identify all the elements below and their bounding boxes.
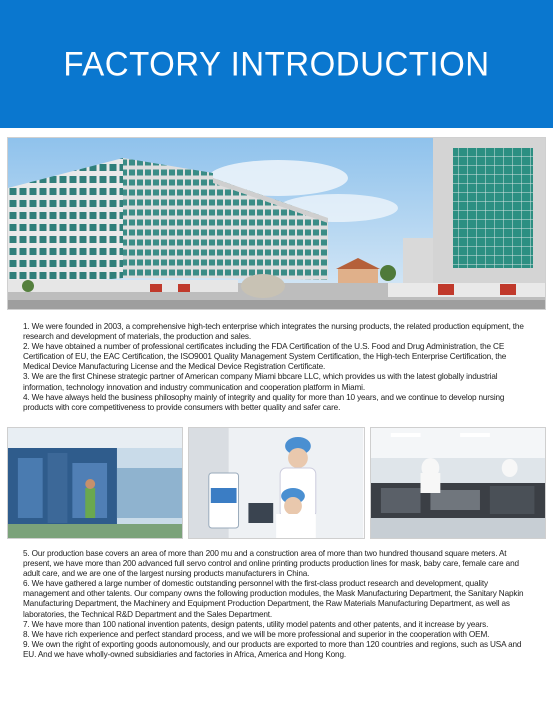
factory-building-photo xyxy=(7,137,546,310)
intro-text-section-2 xyxy=(23,549,533,660)
lab-worker-products-photo xyxy=(188,427,364,539)
intro-text-section-1 xyxy=(23,322,533,413)
photo-row xyxy=(7,427,546,539)
intro-paragraph: 1. We were founded in 2003, a comprehensive high-tech enterprise which integrates the nursing products, the related production equipment, the research and development of materials, the production and sales. xyxy=(23,322,524,342)
intro-paragraph: 9. We own the right of exporting goods autonomously, and our products are exported to more than 120 countries and regions, such as USA and EU. And we have wholly-owned subsidiaries and factories in Africa, America and Hong Kong. xyxy=(23,639,522,659)
intro-paragraph: 7. We have more than 100 national invention patents, design patents, utility model patents and other patents, and it increase by years. xyxy=(23,619,489,629)
cleanroom-production-line-photo xyxy=(370,427,546,539)
production-machinery-photo xyxy=(7,427,183,539)
intro-paragraph: 2. We have obtained a number of professional certificates including the FDA Certification of the U.S. Food and Drug Administration, the CE Certification of EU, the EAC Certification, the ISO9001 Quality Management System Certification, the High-tech Enterprise Certification, the Medical Device Manufacturing License and the Medical Device Registration Certificate. xyxy=(23,342,507,372)
intro-paragraph: 5. Our production base covers an area of more than 200 mu and a construction area of more than two hundred thousand square meters. At present, we have more than 200 advanced full servo control and online printing products production lines for mask, baby care, female care and adult care, and we are one of the largest nursing products manufacturers in China. xyxy=(23,549,519,579)
page-title: FACTORY INTRODUCTION xyxy=(63,44,490,83)
intro-paragraph: 4. We have always held the business philosophy mainly of integrity and quality for more than 10 years, and we continue to develop nursing products with core competitiveness to provide consumers with better quality and safer care. xyxy=(23,392,505,412)
intro-paragraph: 3. We are the first Chinese strategic partner of American company Miami bbcare LLC, which provides us with the latest globally industrial information, technology innovation and industry communication and cooperation platform in Miami. xyxy=(23,372,498,392)
intro-paragraph: 8. We have rich experience and perfect standard process, and we will be more professional and superior in the cooperation with OEM. xyxy=(23,629,490,639)
intro-paragraph: 6. We have gathered a large number of domestic outstanding personnel with the first-class product research and development, quality management and other talents. Our company owns the following production modules, the Mask Manufacturing Department, the Sanitary Napkin Manufacturing Department, the Machinery and Equipment Production Department, the Raw Materials Manufacturing Department, as well as laboratories, the Technical R&D Department and the Sales Department. xyxy=(23,579,524,619)
header-banner xyxy=(0,0,553,128)
